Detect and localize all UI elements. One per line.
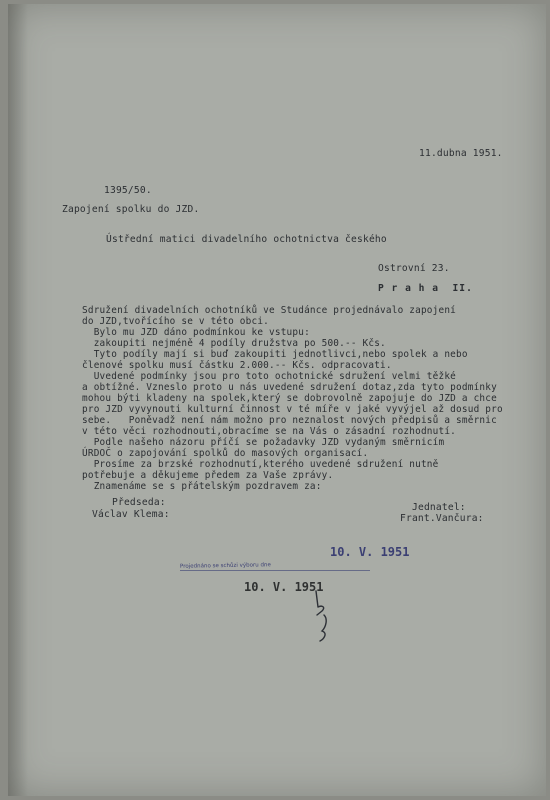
body-line: do JZD,tvořícího se v této obci. bbox=[82, 316, 270, 327]
body-line: potřebuje a děkujeme předem za Vaše zprávy. bbox=[82, 470, 334, 481]
body-line: a obtížné. Vzneslo proto u nás uvedené sdružení dotaz,zda tyto podmínky bbox=[82, 382, 497, 393]
body-line: Znamenáme se s přátelským pozdravem za: bbox=[82, 481, 322, 492]
body-line: zakoupiti nejméně 4 podíly družstva po 500.-- Kčs. bbox=[82, 338, 386, 349]
body-line: Uvedené podmínky jsou pro toto ochotnické sdružení velmi těžké bbox=[82, 371, 457, 382]
letter-subject: Zapojení spolku do JZD. bbox=[62, 204, 200, 215]
body-line: sebe. Poněvadž není nám možno pro neznalost nových předpisů a směrnic bbox=[82, 415, 497, 426]
body-line: Tyto podíly mají si buď zakoupiti jednotlivci,nebo spolek a nebo bbox=[82, 349, 468, 360]
body-line: pro JZD vyvynouti kulturní činnost v té míře v jaké vyvýjel až dosud pro bbox=[82, 404, 503, 415]
recipient-street: Ostrovní 23. bbox=[378, 263, 450, 274]
body-line: členové spolku musí částku 2.000.-- Kčs. odpracovati. bbox=[82, 360, 392, 371]
stamp-underline bbox=[180, 570, 370, 571]
reference-number: 1395/50. bbox=[104, 185, 152, 196]
body-line: Podle našeho názoru příčí se požadavky JZD vydaným směrnicím bbox=[82, 437, 445, 448]
secretary-title: Jednatel: bbox=[412, 502, 466, 513]
chairman-title: Předseda: bbox=[112, 497, 166, 508]
body-line: ÚRDOČ o zapojování spolků do masových organisací. bbox=[82, 448, 369, 459]
chairman-name: Václav Klema: bbox=[92, 509, 170, 520]
received-stamp-label: Projednáno se schůzi výboru dne bbox=[179, 562, 271, 570]
received-stamp-date: 10. V. 1951 bbox=[330, 545, 410, 559]
body-line: Bylo mu JZD dáno podmínkou ke vstupu: bbox=[82, 327, 310, 338]
page-fold-shadow bbox=[8, 4, 28, 796]
body-line: Prosíme za brzské rozhodnutí,kterého uvedené sdružení nutně bbox=[82, 459, 439, 470]
body-line: Sdružení divadelních ochotníků ve Studánce projednávalo zapojení bbox=[82, 305, 457, 316]
recipient-city: P r a h a II. bbox=[378, 283, 473, 294]
handwritten-initials bbox=[310, 585, 340, 645]
body-line: mohou býti kladeny na spolek,který se dobrovolně zapojuje do JZD a chce bbox=[82, 393, 497, 404]
secretary-name: Frant.Vančura: bbox=[400, 513, 484, 524]
second-stamp-date: 10. V. 1951 bbox=[244, 580, 324, 594]
letter-date: 11.dubna 1951. bbox=[419, 148, 503, 159]
body-line: v této věci rozhodnouti,obracíme se na Vás o zásadní rozhodnutí. bbox=[82, 426, 457, 437]
recipient-name: Ústřední matici divadelního ochotnictva českého bbox=[106, 234, 387, 245]
